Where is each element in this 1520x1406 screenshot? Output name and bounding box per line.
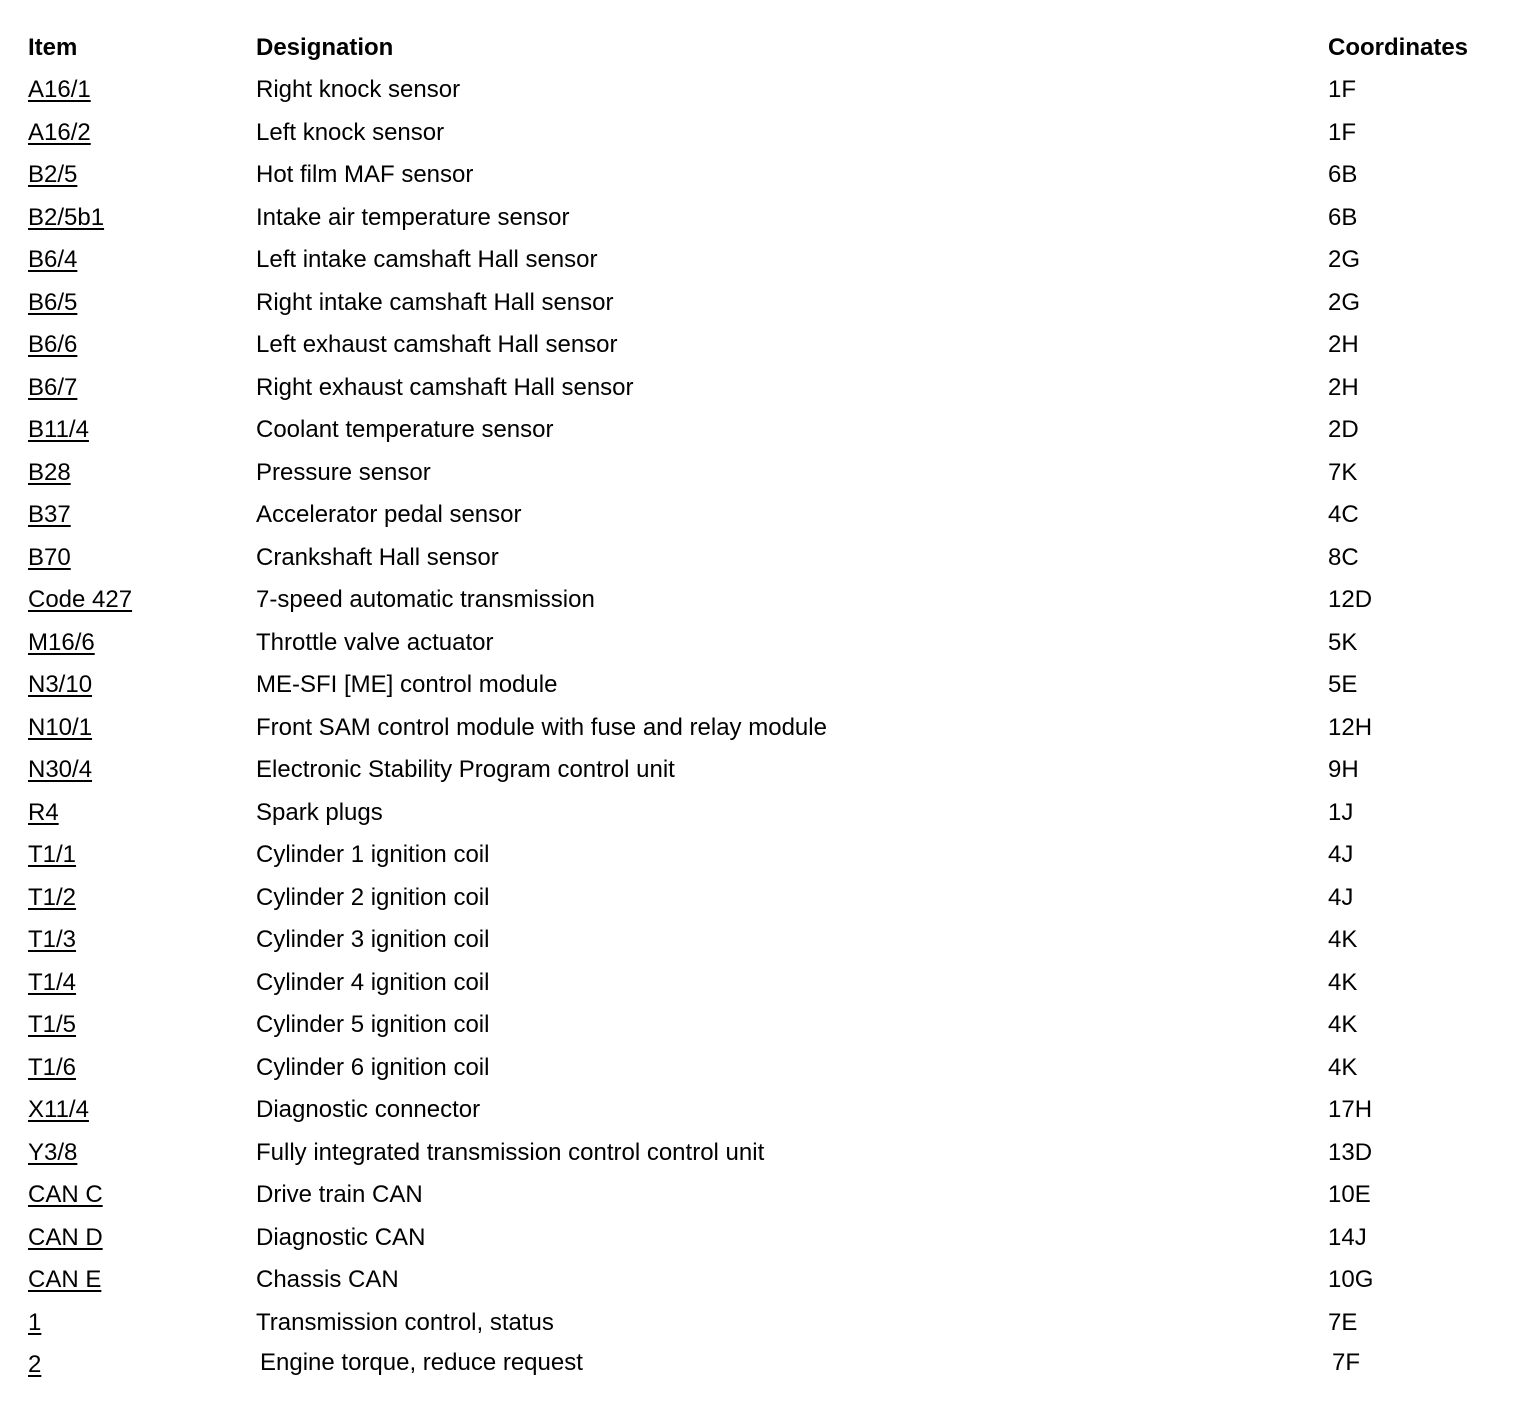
- designation-cell: Intake air temperature sensor: [256, 204, 570, 231]
- coordinates-cell: 5K: [1328, 629, 1358, 656]
- item-link[interactable]: B28: [28, 459, 71, 486]
- table-row: [0, 282, 1520, 324]
- item-link[interactable]: Y3/8: [28, 1139, 78, 1166]
- coordinates-cell: 12H: [1328, 714, 1373, 741]
- table-row: [0, 1004, 1520, 1046]
- coordinates-cell: 6B: [1328, 161, 1358, 188]
- coordinates-cell: 7E: [1328, 1309, 1358, 1336]
- item-link[interactable]: 1: [28, 1309, 42, 1336]
- designation-cell: Electronic Stability Program control unit: [256, 756, 675, 783]
- coordinates-cell: 6B: [1328, 204, 1358, 231]
- coordinates-cell: 2G: [1328, 246, 1361, 273]
- coordinates-cell: 4J: [1328, 841, 1354, 868]
- item-link[interactable]: N30/4: [28, 756, 93, 783]
- designation-cell: Cylinder 2 ignition coil: [256, 884, 490, 911]
- coordinates-cell: 9H: [1328, 756, 1359, 783]
- designation-cell: Left knock sensor: [256, 119, 445, 146]
- table-row: [0, 1342, 1520, 1384]
- table-row: [0, 1217, 1520, 1259]
- table-row: [0, 1089, 1520, 1131]
- designation-cell: 7-speed automatic transmission: [256, 586, 595, 613]
- coordinates-cell: 8C: [1328, 544, 1359, 571]
- coordinates-cell: 2G: [1328, 289, 1361, 316]
- table-row: [0, 622, 1520, 664]
- table-row: [0, 494, 1520, 536]
- coordinates-cell: 2D: [1328, 416, 1359, 443]
- designation-cell: Diagnostic CAN: [256, 1224, 426, 1251]
- designation-cell: Accelerator pedal sensor: [256, 501, 522, 528]
- designation-cell: Coolant temperature sensor: [256, 416, 554, 443]
- item-link[interactable]: N3/10: [28, 671, 93, 698]
- table-row: [0, 112, 1520, 154]
- designation-cell: Cylinder 1 ignition coil: [256, 841, 490, 868]
- coordinates-cell: 4J: [1328, 884, 1354, 911]
- table-row: [0, 1132, 1520, 1174]
- designation-cell: Fully integrated transmission control control unit: [256, 1139, 765, 1166]
- designation-cell: Left intake camshaft Hall sensor: [256, 246, 598, 273]
- item-link[interactable]: T1/6: [28, 1054, 77, 1081]
- designation-cell: Chassis CAN: [256, 1266, 399, 1293]
- item-link[interactable]: X11/4: [28, 1096, 89, 1123]
- item-link[interactable]: 2: [28, 1351, 42, 1378]
- item-link[interactable]: B70: [28, 544, 71, 571]
- item-link[interactable]: B6/4: [28, 246, 78, 273]
- item-link[interactable]: R4: [28, 799, 59, 826]
- coordinates-cell: 2H: [1328, 374, 1359, 401]
- designation-cell: Pressure sensor: [256, 459, 431, 486]
- table-row: [0, 877, 1520, 919]
- table-row: [0, 69, 1520, 111]
- coordinates-cell: 12D: [1328, 586, 1373, 613]
- table-row: [0, 664, 1520, 706]
- item-link[interactable]: B6/5: [28, 289, 78, 316]
- table-row: [0, 239, 1520, 281]
- coordinates-cell: 17H: [1328, 1096, 1373, 1123]
- table-row: [0, 324, 1520, 366]
- designation-cell: Hot film MAF sensor: [256, 161, 474, 188]
- coordinates-cell: 1F: [1328, 76, 1357, 103]
- designation-cell: Cylinder 3 ignition coil: [256, 926, 490, 953]
- designation-cell: ME-SFI [ME] control module: [256, 671, 558, 698]
- header-row: [0, 27, 1520, 69]
- coordinates-cell: 5E: [1328, 671, 1358, 698]
- designation-cell: Cylinder 6 ignition coil: [256, 1054, 490, 1081]
- designation-cell: Right exhaust camshaft Hall sensor: [256, 374, 634, 401]
- designation-cell: Right knock sensor: [256, 76, 461, 103]
- designation-cell: Drive train CAN: [256, 1181, 423, 1208]
- table-row: [0, 962, 1520, 1004]
- table-row: [0, 919, 1520, 961]
- designation-cell: Front SAM control module with fuse and relay module: [256, 714, 827, 741]
- item-link[interactable]: B37: [28, 501, 71, 528]
- item-link[interactable]: B6/6: [28, 331, 78, 358]
- table-row: [0, 1302, 1520, 1344]
- coordinates-cell: 4K: [1328, 1011, 1358, 1038]
- item-link[interactable]: Code 427: [28, 586, 133, 613]
- item-link[interactable]: T1/4: [28, 969, 77, 996]
- table-row: [0, 452, 1520, 494]
- item-link[interactable]: B2/5: [28, 161, 78, 188]
- designation-cell: Left exhaust camshaft Hall sensor: [256, 331, 618, 358]
- designation-cell: Diagnostic connector: [256, 1096, 481, 1123]
- item-link[interactable]: CAN E: [28, 1266, 102, 1293]
- item-link[interactable]: T1/5: [28, 1011, 77, 1038]
- table-row: [0, 367, 1520, 409]
- coordinates-cell: 2H: [1328, 331, 1359, 358]
- designation-cell: Right intake camshaft Hall sensor: [256, 289, 614, 316]
- designation-cell: Spark plugs: [256, 799, 383, 826]
- item-link[interactable]: N10/1: [28, 714, 93, 741]
- item-link[interactable]: A16/2: [28, 119, 91, 146]
- coordinates-cell: 10E: [1328, 1181, 1371, 1208]
- coordinates-column-header: Coordinates: [1328, 34, 1469, 61]
- coordinates-cell: 14J: [1328, 1224, 1367, 1251]
- table-row: [0, 579, 1520, 621]
- item-link[interactable]: A16/1: [28, 76, 91, 103]
- coordinates-cell: 13D: [1328, 1139, 1373, 1166]
- table-row: [0, 792, 1520, 834]
- item-link[interactable]: T1/2: [28, 884, 77, 911]
- coordinates-cell: 4K: [1328, 1054, 1358, 1081]
- item-column-header: Item: [28, 34, 78, 61]
- item-link[interactable]: B6/7: [28, 374, 78, 401]
- item-link[interactable]: B11/4: [28, 416, 89, 443]
- table-row: [0, 537, 1520, 579]
- item-link[interactable]: B2/5b1: [28, 204, 105, 231]
- table-row: [0, 197, 1520, 239]
- table-row: [0, 707, 1520, 749]
- coordinates-cell: 4K: [1328, 926, 1358, 953]
- table-row: [0, 749, 1520, 791]
- item-link[interactable]: T1/1: [28, 841, 77, 868]
- table-row: [0, 409, 1520, 451]
- designation-cell: Cylinder 4 ignition coil: [256, 969, 490, 996]
- designation-cell: Throttle valve actuator: [256, 629, 494, 656]
- item-link[interactable]: M16/6: [28, 629, 95, 656]
- designation-cell: Crankshaft Hall sensor: [256, 544, 499, 571]
- coordinates-cell: 1J: [1328, 799, 1354, 826]
- designation-column-header: Designation: [256, 34, 394, 61]
- table-row: [0, 1174, 1520, 1216]
- coordinates-cell: 7F: [1332, 1349, 1361, 1376]
- item-link[interactable]: T1/3: [28, 926, 77, 953]
- coordinates-cell: 10G: [1328, 1266, 1374, 1293]
- coordinates-cell: 7K: [1328, 459, 1358, 486]
- designation-cell: Transmission control, status: [256, 1309, 554, 1336]
- table-row: [0, 154, 1520, 196]
- table-row: [0, 834, 1520, 876]
- item-link[interactable]: CAN D: [28, 1224, 103, 1251]
- designation-cell: Engine torque, reduce request: [260, 1349, 583, 1376]
- table-row: [0, 1047, 1520, 1089]
- table-row: [0, 1259, 1520, 1301]
- coordinates-cell: 4C: [1328, 501, 1359, 528]
- coordinates-cell: 1F: [1328, 119, 1357, 146]
- coordinates-cell: 4K: [1328, 969, 1358, 996]
- item-link[interactable]: CAN C: [28, 1181, 103, 1208]
- designation-cell: Cylinder 5 ignition coil: [256, 1011, 490, 1038]
